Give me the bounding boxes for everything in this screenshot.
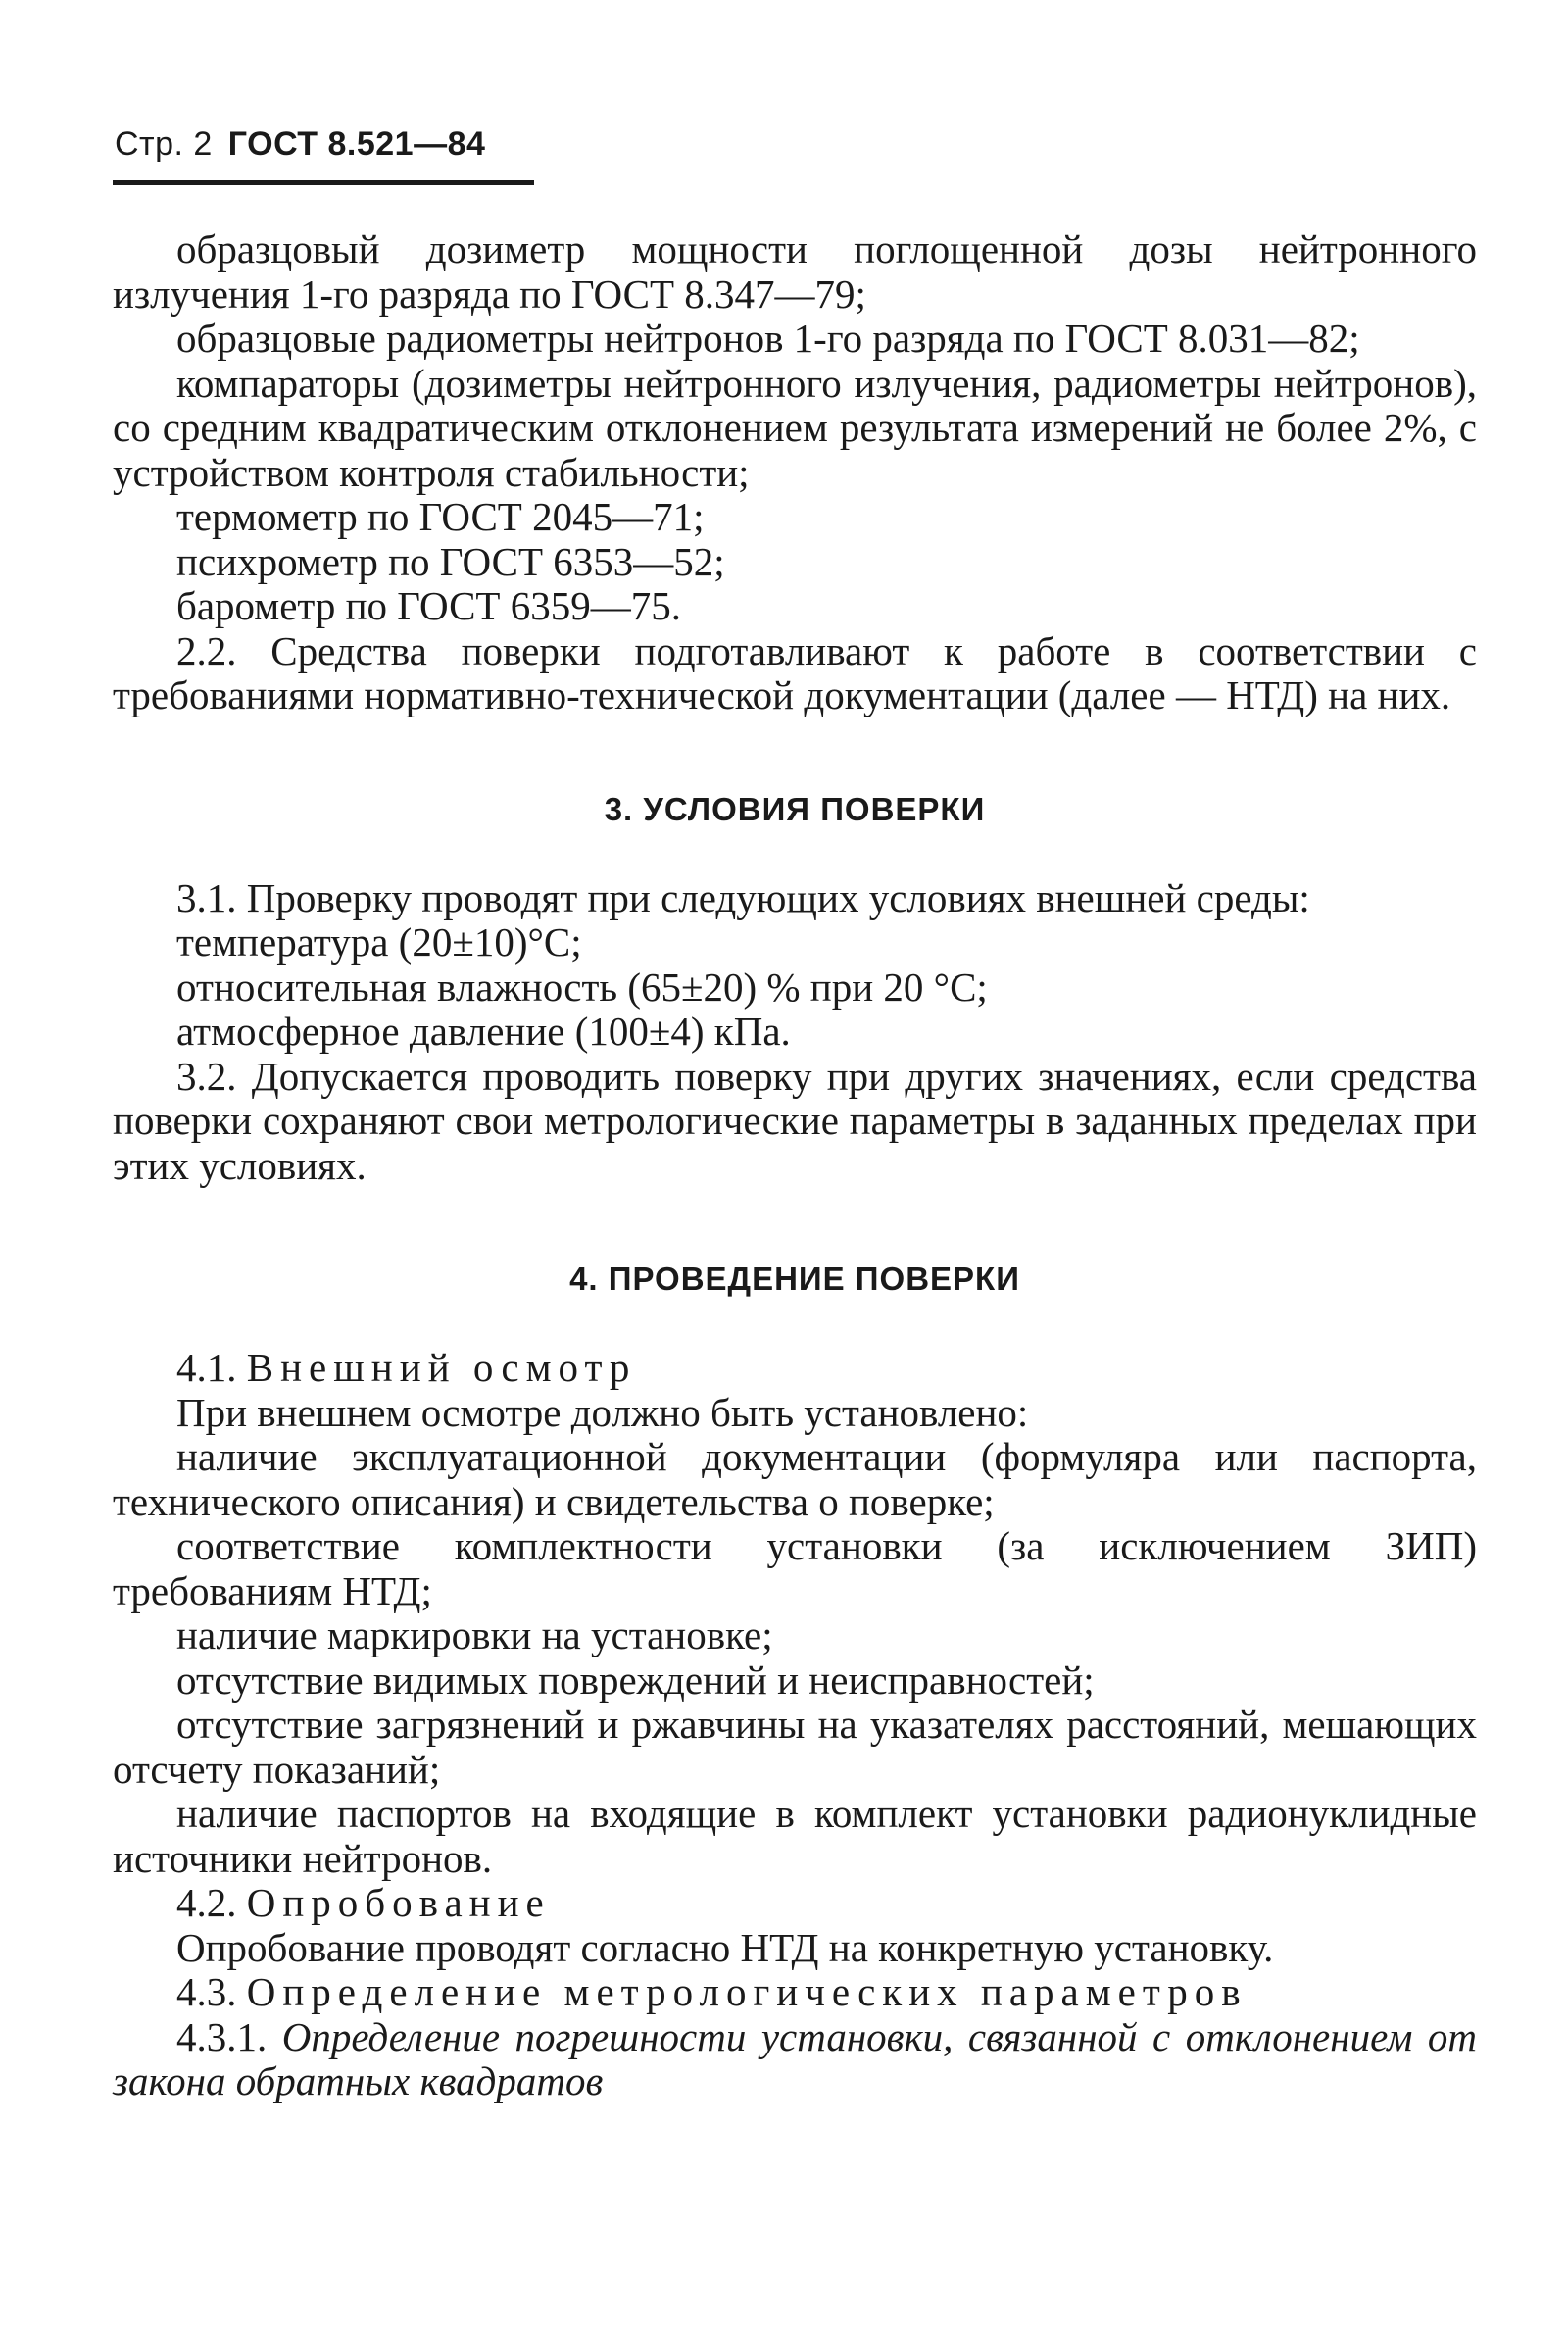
paragraph: 2.2. Средства поверки подготавливают к работе в соответствии с требованиями нормативно-технической документации (далее — НТД) на них.: [113, 627, 1477, 717]
subsection-name: Определение метрологических параметров: [246, 1969, 1248, 2014]
subsection-number: 4.2.: [176, 1880, 237, 1925]
paragraph: соответствие комплектности установки (за исключением ЗИП) требованиям НТД;: [113, 1523, 1477, 1613]
paragraph: отсутствие загрязнений и ржавчины на указателях расстояний, мешающих отсчету показаний;: [113, 1702, 1477, 1792]
subsection-name: Определение погрешности установки, связанной с отклонением от закона обратных квадратов: [113, 2013, 1477, 2103]
subsection-number: 4.3.: [176, 1969, 237, 2014]
subsection-title: [113, 2015, 1477, 2104]
subsection-name: Опробование: [246, 1880, 551, 1925]
document-body: [113, 227, 1477, 2104]
document-code: ГОСТ 8.521—84: [227, 125, 486, 163]
subsection-number: 4.1.: [176, 1345, 237, 1390]
paragraph: наличие паспортов на входящие в комплект установки радионуклидные источники нейтронов.: [113, 1791, 1477, 1881]
header-rule: [113, 180, 534, 185]
paragraph: образцовые радиометры нейтронов 1-го разряда по ГОСТ 8.031—82;: [176, 316, 1360, 361]
paragraph: отсутствие видимых повреждений и неисправностей;: [176, 1657, 1095, 1703]
subsection-title: [113, 1970, 1477, 2015]
paragraph: При внешнем осмотре должно быть установлено:: [176, 1389, 1029, 1435]
paragraph: образцовый дозиметр мощности поглощенной дозы нейтронного излучения 1-го разряда по ГОСТ 8.347—79;: [113, 226, 1477, 317]
section-heading: 3. УСЛОВИЯ ПОВЕРКИ: [604, 790, 986, 827]
subsection-number: 4.3.1.: [176, 2013, 268, 2059]
section-heading: 4. ПРОВЕДЕНИЕ ПОВЕРКИ: [569, 1261, 1020, 1297]
paragraph: наличие маркировки на установке;: [176, 1612, 773, 1657]
paragraph: атмосферное давление (100±4) кПа.: [176, 1009, 791, 1054]
subsection-title: [113, 1881, 1477, 1926]
page-number: Стр. 2: [115, 125, 213, 163]
paragraph: компараторы (дозиметры нейтронного излучения, радиометры нейтронов), со средним квадратическим отклонением результата измерений не более 2%, с устройством контроля стабильности;: [113, 360, 1477, 495]
subsection-name: Внешний осмотр: [246, 1345, 637, 1390]
paragraph: термометр по ГОСТ 2045—71;: [176, 494, 705, 539]
paragraph: Опробование проводят согласно НТД на конкретную установку.: [176, 1924, 1274, 1970]
paragraph: 3.1. Проверку проводят при следующих условиях внешней среды:: [176, 874, 1310, 920]
paragraph: наличие эксплуатационной документации (формуляра или паспорта, технического описания) и свидетельства о поверке;: [113, 1434, 1477, 1524]
paragraph: барометр по ГОСТ 6359—75.: [176, 583, 681, 628]
paragraph: температура (20±10)°С;: [176, 919, 582, 965]
page-header: [115, 125, 485, 164]
paragraph: 3.2. Допускается проводить поверку при других значениях, если средства поверки сохраняют свои метрологические параметры в заданных пределах при этих условиях.: [113, 1053, 1477, 1188]
paragraph: относительная влажность (65±20) % при 20 °С;: [176, 964, 988, 1010]
subsection-title: [113, 1346, 1477, 1391]
paragraph: психрометр по ГОСТ 6353—52;: [176, 538, 725, 584]
